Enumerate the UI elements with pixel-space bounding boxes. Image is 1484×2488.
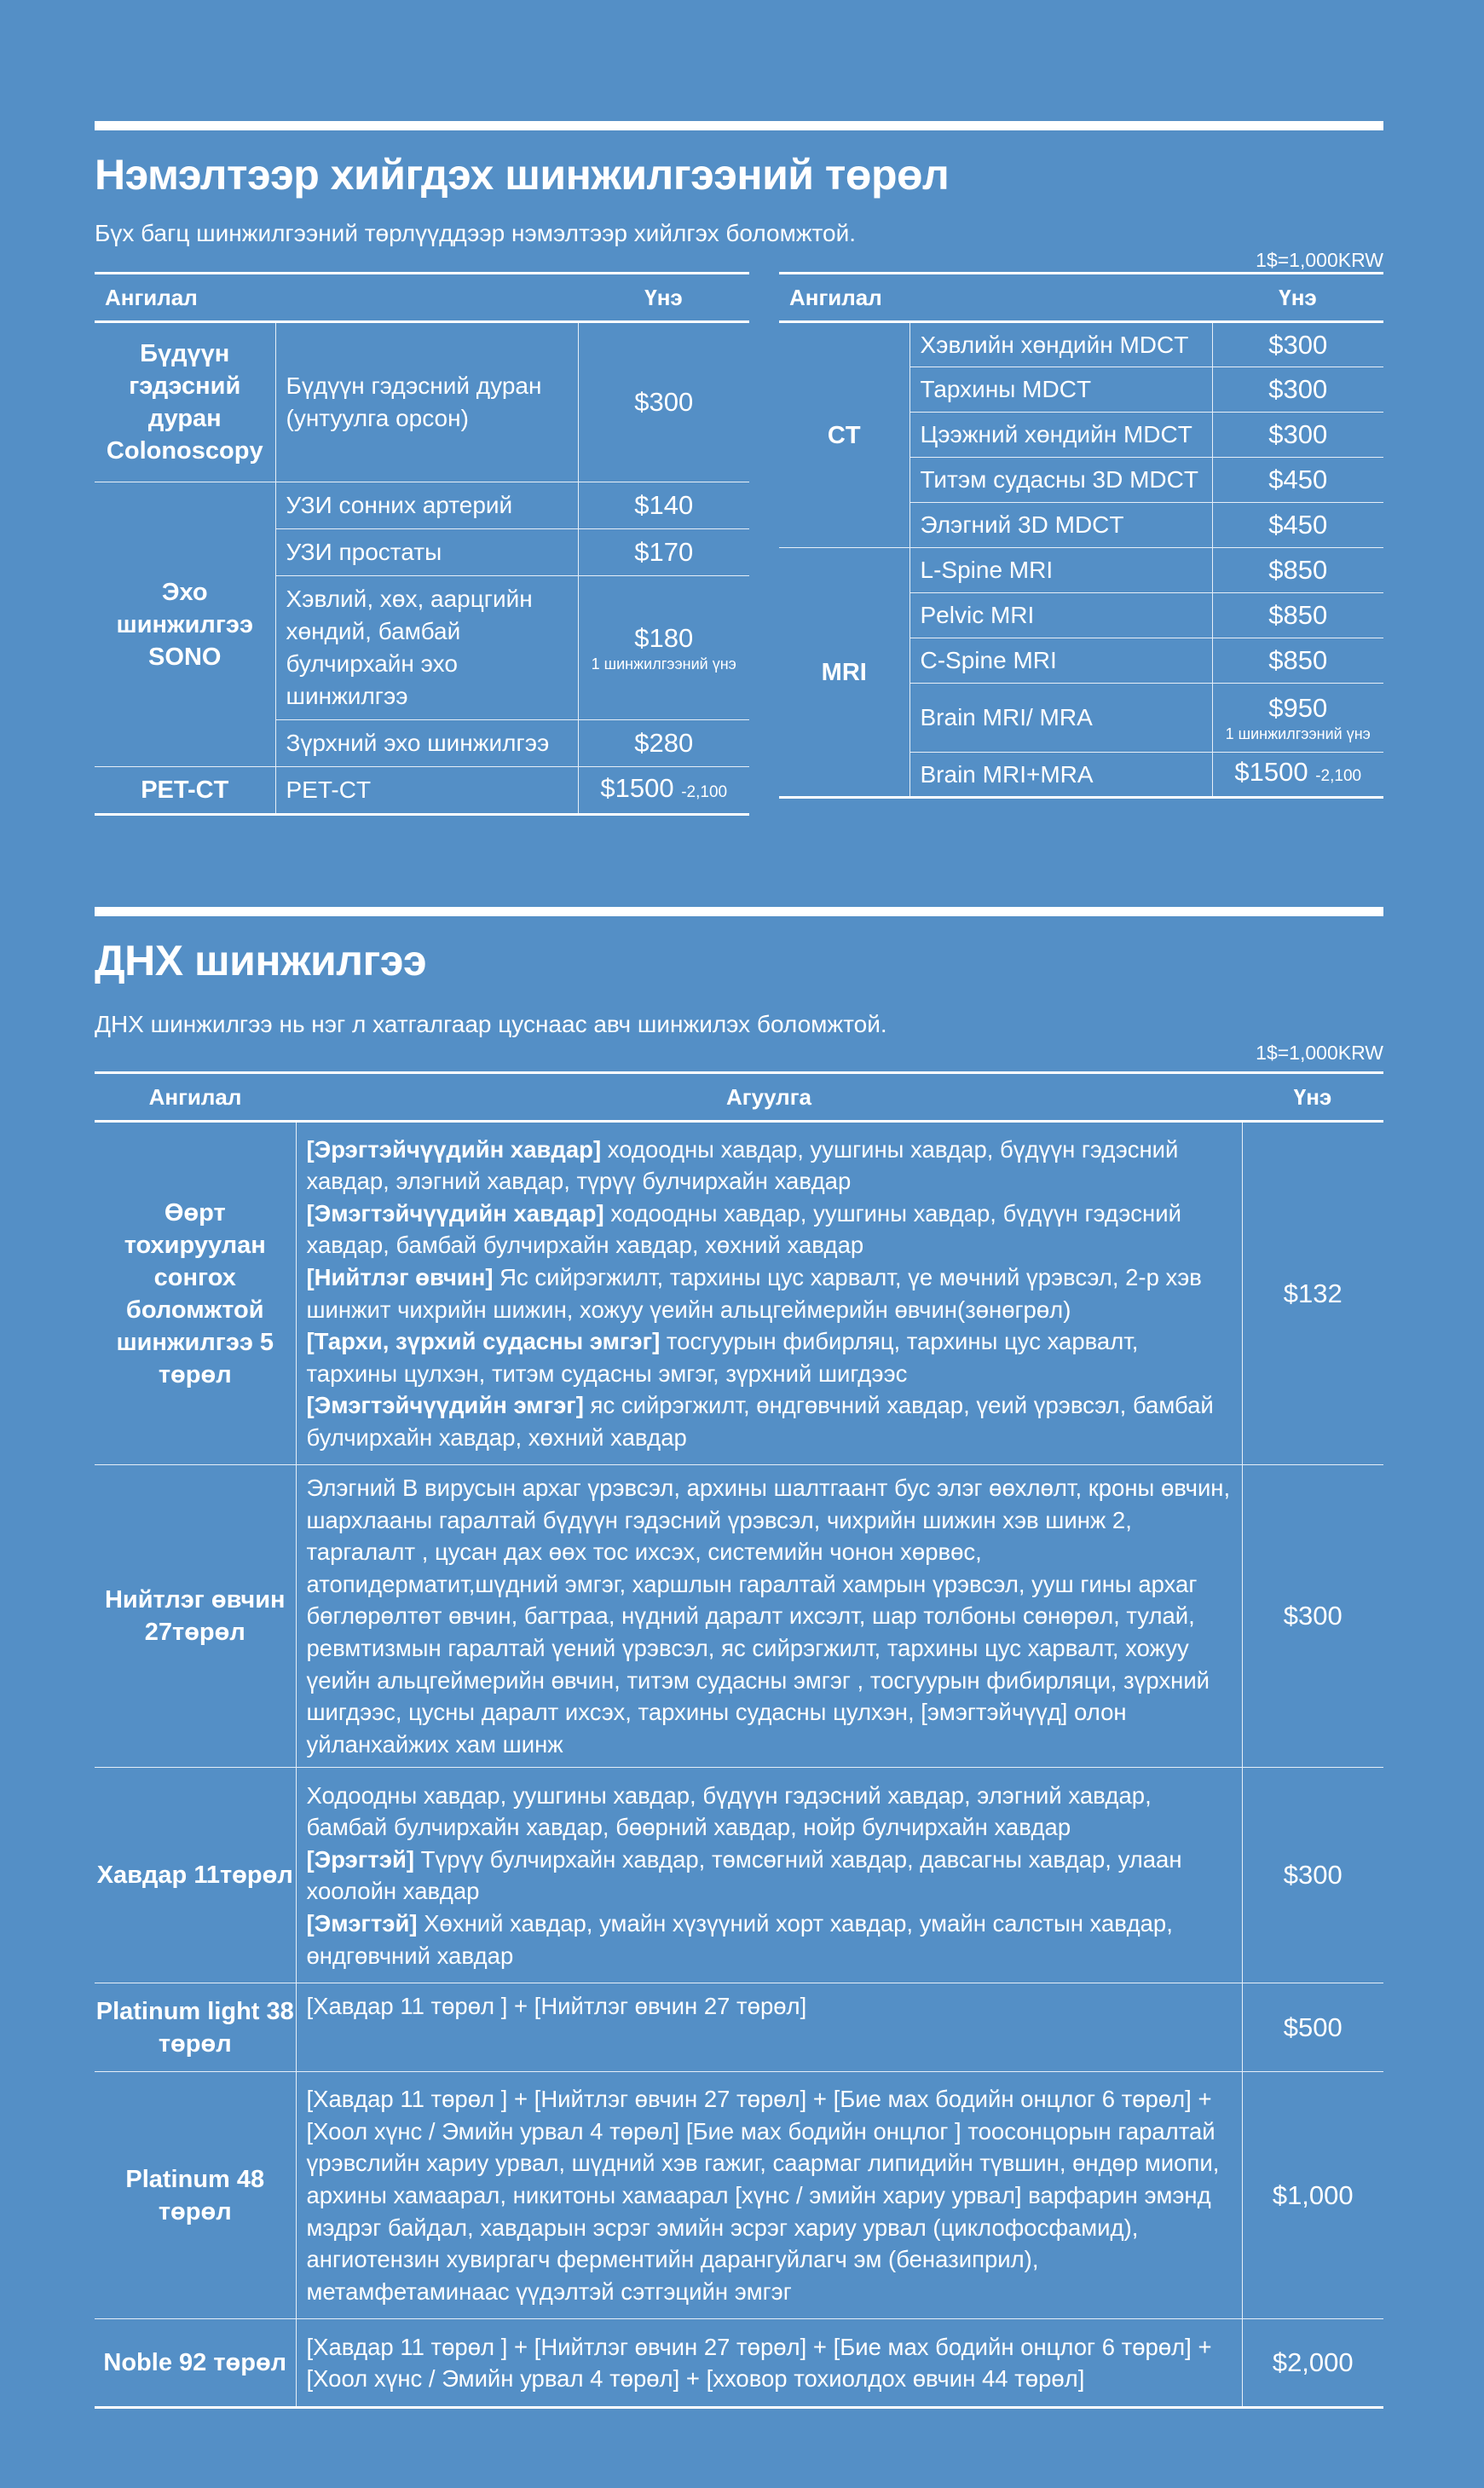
row-price: $500 [1242, 1983, 1383, 2072]
test-name: Зүрхний эхо шинжилгээ [275, 720, 578, 767]
test-name: Brain MRI+MRA [909, 753, 1212, 798]
row-content: [Хавдар 11 төрөл ] + [Нийтлэг өвчин 27 төрөл] + [Бие мах бодийн онцлог 6 төрөл] + [Хоол хүнс / Эмийн урвал 4 төрөл] [Бие мах бодийн онцлог ] тоосонцорын гаралтай үрэвслийн хариу урвал, шүдний хэв гажиг, саармаг липидийн түвшин, өндөр миопи, архины хамаарал, никитоны хамаарал [хүнс / эмийн хариу урвал] варфарин эмэнд мэдрэг байдал, хавдарын эсрэг эмийн эсрэг хариу урвал (циклофосфамид), ангиотензин хувиргагч ферментийн дарангуйлагч эм (беназиприл), метамфетаминаас үүдэлтэй сэтгэцийн эмгэг [296, 2072, 1242, 2319]
row-price: $1,000 [1242, 2072, 1383, 2319]
row-content: [Хавдар 11 төрөл ] + [Нийтлэг өвчин 27 төрөл] + [Бие мах бодийн онцлог 6 төрөл] + [Хоол хүнс / Эмийн урвал 4 төрөл] + [хховор тохиолдох өвчин 44 төрөл] [296, 2319, 1242, 2408]
test-price: $850 [1212, 593, 1383, 638]
content-line [307, 1261, 1232, 1325]
test-price: $450 [1212, 458, 1383, 503]
section-title: Нэмэлтээр хийгдэх шинжилгээний төрөл [95, 151, 950, 199]
row-price: $2,000 [1242, 2319, 1383, 2408]
header-category: Ангилал [95, 1073, 296, 1122]
row-price: $300 [1242, 1465, 1383, 1768]
content-text: Ходоодны хавдар, уушгины хавдар, бүдүүн гэдэсний хавдар, элэгний хавдар, бамбай булчирхайн хавдар, бөөрний хавдар, нойр булчирхайн хавдар [306, 1781, 1152, 1841]
table-row [779, 548, 1383, 593]
test-price: $1500 [600, 772, 674, 803]
test-price: $450 [1212, 503, 1383, 548]
test-price-cell [1212, 684, 1383, 753]
price-note: 1 шинжилгээний үнэ [591, 655, 736, 673]
row-content: [Хавдар 11 төрөл ] + [Нийтлэг өвчин 27 төрөл] [296, 1983, 1242, 2072]
content-line [307, 1908, 1232, 1971]
content-tag: [Эмэгтэй] [306, 1909, 418, 1937]
header-content: Агуулга [296, 1073, 1242, 1122]
content-text: яс сийрэгжилт, өндгөвчний хавдар, үеий үрэвсэл, бамбай булчирхайн хавдар, хөхний хавдар [306, 1392, 1214, 1451]
section-title: ДНХ шинжилгээ [95, 937, 427, 984]
test-price: $300 [1212, 322, 1383, 367]
test-price: $850 [1212, 548, 1383, 593]
row-price: $132 [1242, 1122, 1383, 1465]
section-top-rule [95, 121, 1383, 130]
content-tag: [Эрэгтэйчүүдийн хавдар] [306, 1135, 602, 1163]
category-common-27: Нийтлэг өвчин 27төрөл [95, 1465, 296, 1768]
additional-tests-section [95, 121, 1383, 272]
table-row [95, 2072, 1383, 2319]
table-row [95, 1465, 1383, 1768]
category-noble: Noble 92 төрөл [95, 2319, 296, 2408]
category-custom-5: Өөрт тохируулан сонгох боломжтой шинжилгээ 5 төрөл [116, 1198, 274, 1388]
table-row [95, 2319, 1383, 2408]
header-category: Ангилал [95, 274, 275, 322]
test-name: Brain MRI/ MRA [909, 684, 1212, 753]
table-row [95, 1983, 1383, 2072]
section-subtitle: ДНХ шинжилгээ нь нэг л хатгалгаар цуснаас авч шинжилэх боломжтой. [95, 1011, 887, 1037]
content-text: Түрүү булчирхайн хавдар, төмсөгний хавдар, давсагны хавдар, улаан хоолойн хавдар [306, 1845, 1182, 1905]
test-name: Бүдүүн гэдэсний дуран (унтуулга орсон) [275, 322, 578, 482]
content-text: Яс сийрэгжилт, тархины цус харвалт, үе мөчний үрэвсэл, 2-р хэв шинжит чихрийн шижин, хожуу үеийн альцгеймерийн өвчин(зөнөгрөл) [306, 1263, 1202, 1323]
category-petct: PET-CT [95, 767, 275, 815]
category-sono: Эхо шинжилгээ SONO [95, 482, 275, 767]
content-text: ходоодны хавдар, уушгины хавдар, бүдүүн гэдэсний хавдар, бамбай булчирхайн хавдар, хөхний хавдар [306, 1199, 1181, 1259]
header-price: Үнэ [1212, 274, 1383, 322]
test-price: $1500 [1234, 757, 1308, 787]
test-price: $140 [578, 482, 749, 529]
section-top-rule [95, 907, 1383, 916]
test-name: Элэгний 3D MDCT [909, 503, 1212, 548]
content-line [307, 1198, 1232, 1261]
test-price: $170 [578, 529, 749, 576]
content-tag: [Эмэгтэйчүүдийн хавдар] [306, 1199, 604, 1227]
section-subtitle: Бүх багц шинжилгээний төрлүүддээр нэмэлтээр хийлгэх боломжтой. [95, 220, 857, 246]
category-platinum: Platinum 48 төрөл [95, 2072, 296, 2319]
test-price: $280 [578, 720, 749, 767]
content-line [307, 1134, 1232, 1198]
exchange-rate: 1$=1,000KRW [1256, 1042, 1383, 1064]
content-tag: [Нийтлэг өвчин] [306, 1263, 494, 1290]
test-name: Тархины MDCT [909, 367, 1212, 413]
table-row [95, 1768, 1383, 1983]
header-price: Үнэ [1242, 1073, 1383, 1122]
table-row [95, 1122, 1383, 1465]
row-price: $300 [1242, 1768, 1383, 1983]
content-tag: [Эмэгтэйчүүдийн эмгэг] [306, 1392, 584, 1419]
test-price-cell [578, 576, 749, 720]
row-content: Элэгний В вирусын архаг үрэвсэл, архины шалтгаант бус элэг өөхлөлт, кроны өвчин, шархлааны гаралтай бүдүүн гэдэсний үрэвсэл, чихрийн шижин хэв шинж 2, таргалалт , цусан дах өөх тос ихсэх, системийн чонон хөрвөс, атопидерматит,шүдний эмгэг, харшлын гаралтай хамрын үрэвсэл, ууш гины архаг бөглөрөлтөт өвчин, багтраа, нүдний даралт ихсэлт, шар толбоны сөнөрөл, тулай, ревмтизмын гаралтай үений үрэвсэл, яс сийрэгжилт, тархины цус харвалт, хожуу үеийн альцгеймерийн өвчин, титэм судасны эмгэг , тосгуурын фибирляци, зүрхний шигдээс, цусны даралт ихсэх, тархины судасны цулхэн, [эмэгтэйчүүд] олон уйланхайжих хам шинж [296, 1465, 1242, 1768]
price-note: 1 шинжилгээний үнэ [1225, 725, 1371, 742]
category-colonoscopy: Бүдүүн гэдэсний дуран Colonoscopy [106, 340, 263, 465]
test-name: PET-CT [275, 767, 578, 815]
test-name: Цээжний хөндийн MDCT [909, 413, 1212, 458]
test-name: Хэвлийн хөндийн MDCT [909, 322, 1212, 367]
additional-tests-left-table [95, 272, 749, 816]
test-price: $300 [1212, 413, 1383, 458]
content-line [307, 1844, 1232, 1908]
test-name: L-Spine MRI [909, 548, 1212, 593]
category-ct: CT [827, 421, 861, 449]
content-tag: [Эрэгтэй] [306, 1845, 415, 1873]
test-price: $300 [578, 322, 749, 482]
test-name: УЗИ сонних артерий [275, 482, 578, 529]
test-name: УЗИ простаты [275, 529, 578, 576]
test-name: C-Spine MRI [909, 638, 1212, 684]
content-line [307, 1325, 1232, 1389]
category-platinum-light: Platinum light 38 төрөл [95, 1983, 296, 2072]
row-content [296, 1768, 1242, 1983]
content-tag: [Тархи, зүрхий судасны эмгэг] [306, 1328, 661, 1355]
header-category: Ангилал [779, 274, 909, 322]
additional-tests-right-table [779, 272, 1383, 799]
exchange-rate: 1$=1,000KRW [1256, 249, 1383, 271]
test-price: $950 [1268, 693, 1328, 723]
dna-tests-section [95, 907, 1383, 1065]
test-name: Pelvic MRI [909, 593, 1212, 638]
content-line [307, 1780, 1232, 1844]
content-text: тосгуурын фибирляц, тархины цус харвалт, тархины цулхэн, титэм судасны эмгэг, зүрхний шигдээс [306, 1328, 1139, 1387]
test-price: $850 [1212, 638, 1383, 684]
content-line [307, 1389, 1232, 1453]
category-cancer-11: Хавдар 11төрөл [95, 1768, 296, 1983]
test-price-cell [578, 767, 749, 815]
dna-tests-table [95, 1071, 1383, 2409]
content-text: ходоодны хавдар, уушгины хавдар, бүдүүн гэдэсний хавдар, элэгний хавдар, түрүү булчирхайн хавдар [306, 1135, 1179, 1195]
test-price: $300 [1212, 367, 1383, 413]
table-row [779, 322, 1383, 367]
content-text: Хөхний хавдар, умайн хүзүүний хорт хавдар, умайн салстын хавдар, өндгөвчний хавдар [306, 1909, 1173, 1969]
test-price: $180 [634, 623, 694, 653]
test-name: Хэвлий, хөх, аарцгийн хөндий, бамбай булчирхайн эхо шинжилгээ [275, 576, 578, 720]
table-row [95, 767, 749, 815]
test-price-cell [1212, 753, 1383, 798]
row-content [296, 1122, 1242, 1465]
price-suffix: -2,100 [1315, 767, 1362, 785]
price-suffix: -2,100 [681, 782, 728, 801]
header-price: Үнэ [578, 274, 749, 322]
test-name: Титэм судасны 3D MDCT [909, 458, 1212, 503]
table-row [95, 482, 749, 529]
category-mri: MRI [779, 548, 909, 798]
table-row [95, 322, 749, 482]
